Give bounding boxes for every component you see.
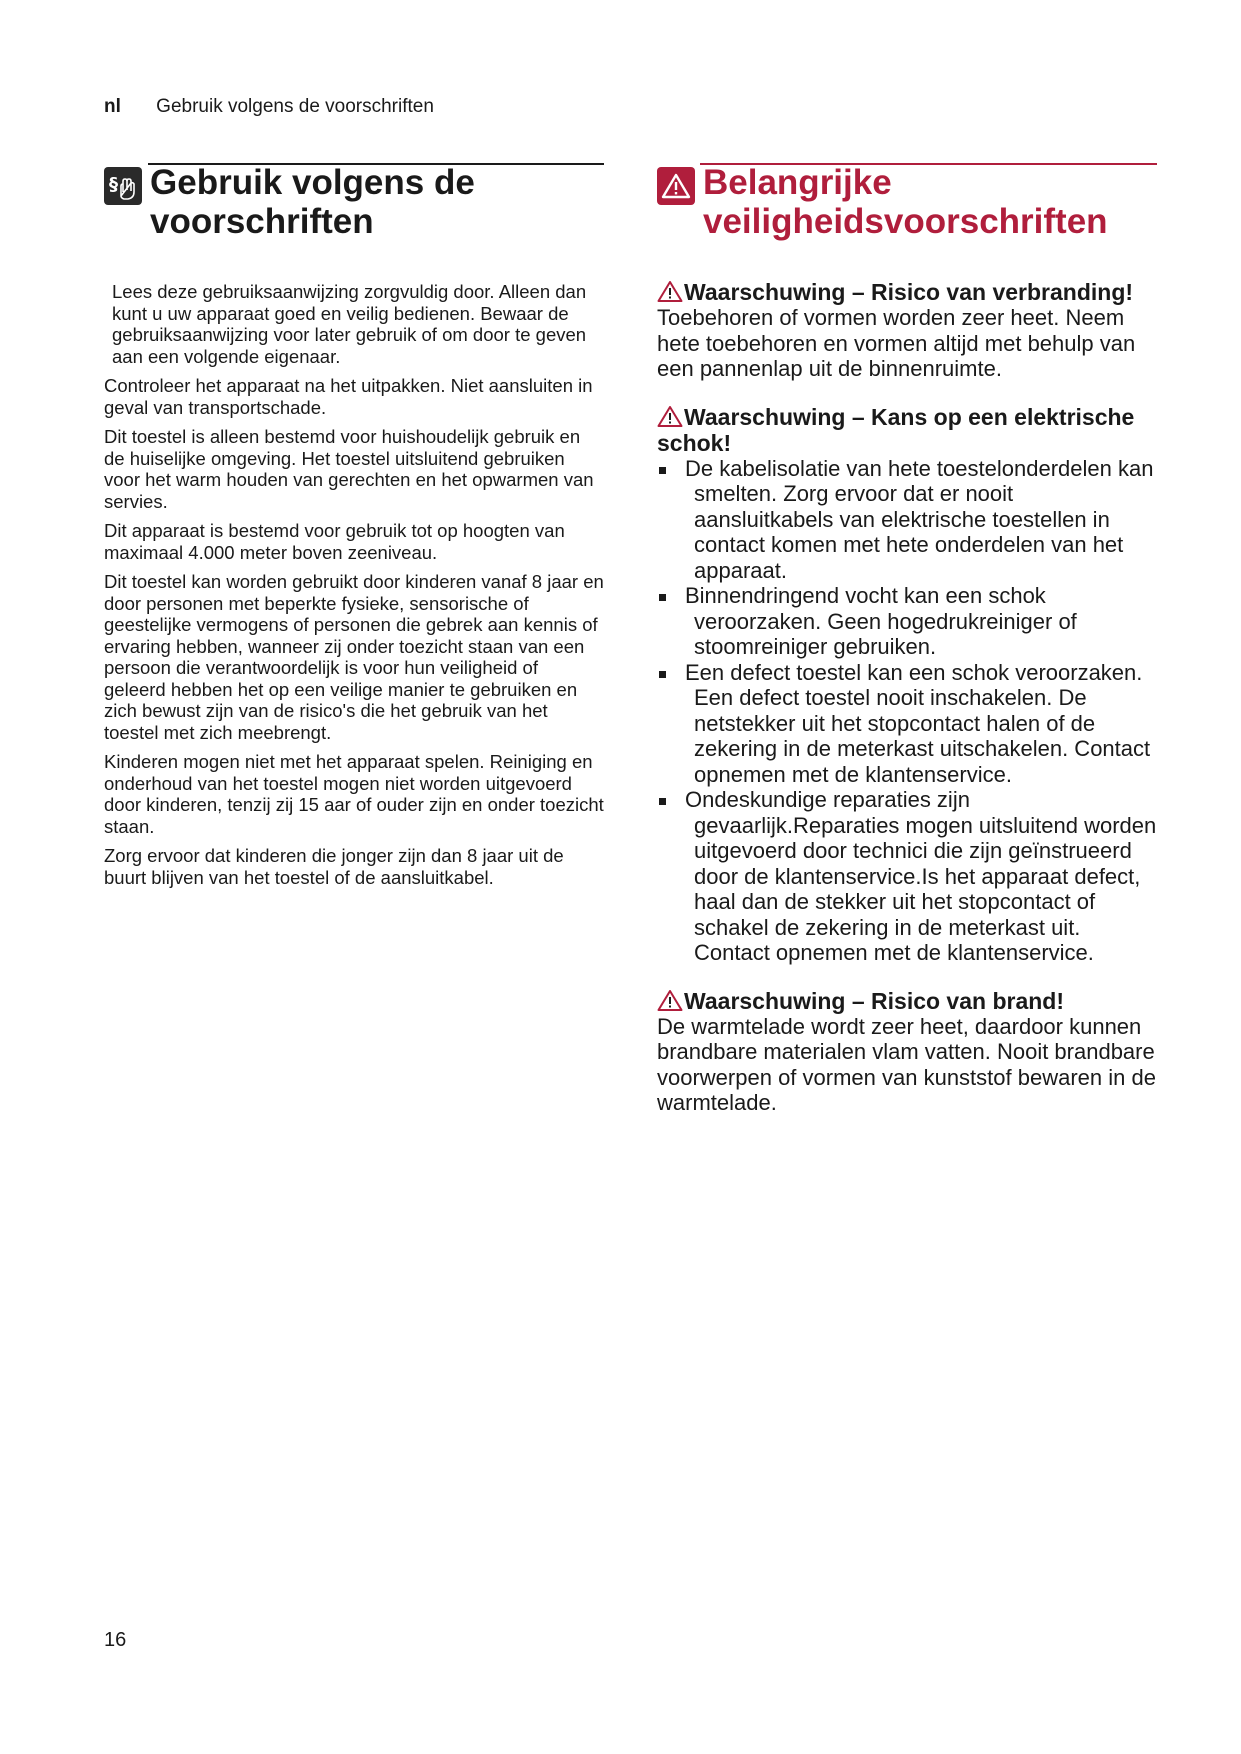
left-column [104,163,604,896]
right-section-title [657,163,1157,241]
warning-triangle-icon [657,405,683,428]
bullet-icon [659,467,666,474]
list-item: De kabelisolatie van hete toestelonderdelen kan smelten. Zorg ervoor dat er nooit aansluitkabels van elektrische toestellen in contact komen met hete onderdelen van het apparaat. [657,456,1157,584]
header-section-title: Gebruik volgens de voorschriften [156,96,434,117]
warning-title-text: Waarschuwing – Risico van verbranding! [684,279,1134,305]
paragraph: Dit apparaat is bestemd voor gebruik tot op hoogten van maximaal 4.000 meter boven zeeniveau. [104,520,565,563]
paragraph: Kinderen mogen niet met het apparaat spelen. Reiniging en onderhoud van het toestel mogen niet worden uitgevoerd door kinderen, tenzij zij 15 aar of ouder zijn en onder toezicht staan. [104,751,604,837]
warning-icon [657,167,695,205]
right-title-line2: veiligheidsvoorschriften [703,202,1108,241]
paragraph: Controleer het apparaat na het uitpakken. Niet aansluiten in geval van transportschade. [104,375,593,418]
right-column [657,163,1157,1138]
paragraph: Lees deze gebruiksaanwijzing zorgvuldig door. Alleen dan kunt u uw apparaat goed en veilig bedienen. Bewaar de gebruiksaanwijzing voor later gebruik of om door te geven aan een volgende eigenaar. [112,281,587,367]
right-title-line1: Belangrijke [703,163,892,202]
page-header [104,96,434,118]
page-number: 16 [104,1629,127,1651]
svg-text:§: § [109,174,118,195]
list-item: Ondeskundige reparaties zijn gevaarlijk.Reparaties mogen uitsluitend worden uitgevoerd door technici die zijn geïnstrueerd door de klantenservice.Is het apparaat defect, haal dan de stekker uit het stopcontact of schakel de zekering in de meterkast uit. Contact opnemen met de klantenservice. [657,787,1157,966]
warning-block [657,404,1157,966]
warning-triangle-icon [657,989,683,1012]
warning-block [657,988,1157,1116]
left-body [104,281,604,888]
warning-triangle-icon [657,280,683,303]
warning-block [657,279,1157,382]
warning-bullet-list [657,456,1157,966]
paragraph: Dit toestel is alleen bestemd voor huishoudelijk gebruik en de huiselijke omgeving. Het toestel uitsluitend gebruiken voor het warm houden van gerechten en het opwarmen van servies. [104,426,594,512]
left-title-line1: Gebruik volgens de [150,163,475,202]
warning-title [657,404,1157,456]
list-item: Een defect toestel kan een schok veroorzaken. Een defect toestel nooit inschakelen. De netstekker uit het stopcontact halen of de zekering in de meterkast uitschakelen. Contact opnemen met de klantenservice. [657,660,1157,788]
language-code: nl [104,96,121,117]
left-title-line2: voorschriften [150,202,374,241]
warning-title [657,988,1157,1014]
warning-text: De warmtelade wordt zeer heet, daardoor kunnen brandbare materialen vlam vatten. Nooit brandbare voorwerpen of vormen van kunststof bewaren in de warmtelade. [657,1013,1156,1115]
warning-title [657,279,1157,305]
warning-title-text: Waarschuwing – Kans op een elektrische schok! [657,403,1135,456]
left-section-title [104,163,604,241]
warning-title-text: Waarschuwing – Risico van brand! [684,987,1065,1014]
paragraph: Zorg ervoor dat kinderen die jonger zijn dan 8 jaar uit de buurt blijven van het toestel of de aansluitkabel. [104,845,564,888]
bullet-icon [659,798,666,805]
bullet-icon [659,671,666,678]
bullet-icon [659,594,666,601]
list-item: Binnendringend vocht kan een schok veroorzaken. Geen hogedrukreiniger of stoomreiniger gebruiken. [657,583,1157,660]
paragraph: Dit toestel kan worden gebruikt door kinderen vanaf 8 jaar en door personen met beperkte fysieke, sensorische of geestelijke vermogens of personen die gebrek aan kennis of ervaring hebben, wanneer zij onder toezicht staan van een persoon die verantwoordelijk is voor hun veiligheid of geleerd hebben het op een veilige manier te gebruiken en zich bewust zijn van de risico's die het gebruik van het toestel met zich meebrengt. [104,571,604,743]
section-hand-icon [104,167,142,205]
warning-text: Toebehoren of vormen worden zeer heet. Neem hete toebehoren en vormen altijd met behulp van een pannenlap uit de binnenruimte. [657,305,1136,381]
right-body [657,279,1157,1116]
